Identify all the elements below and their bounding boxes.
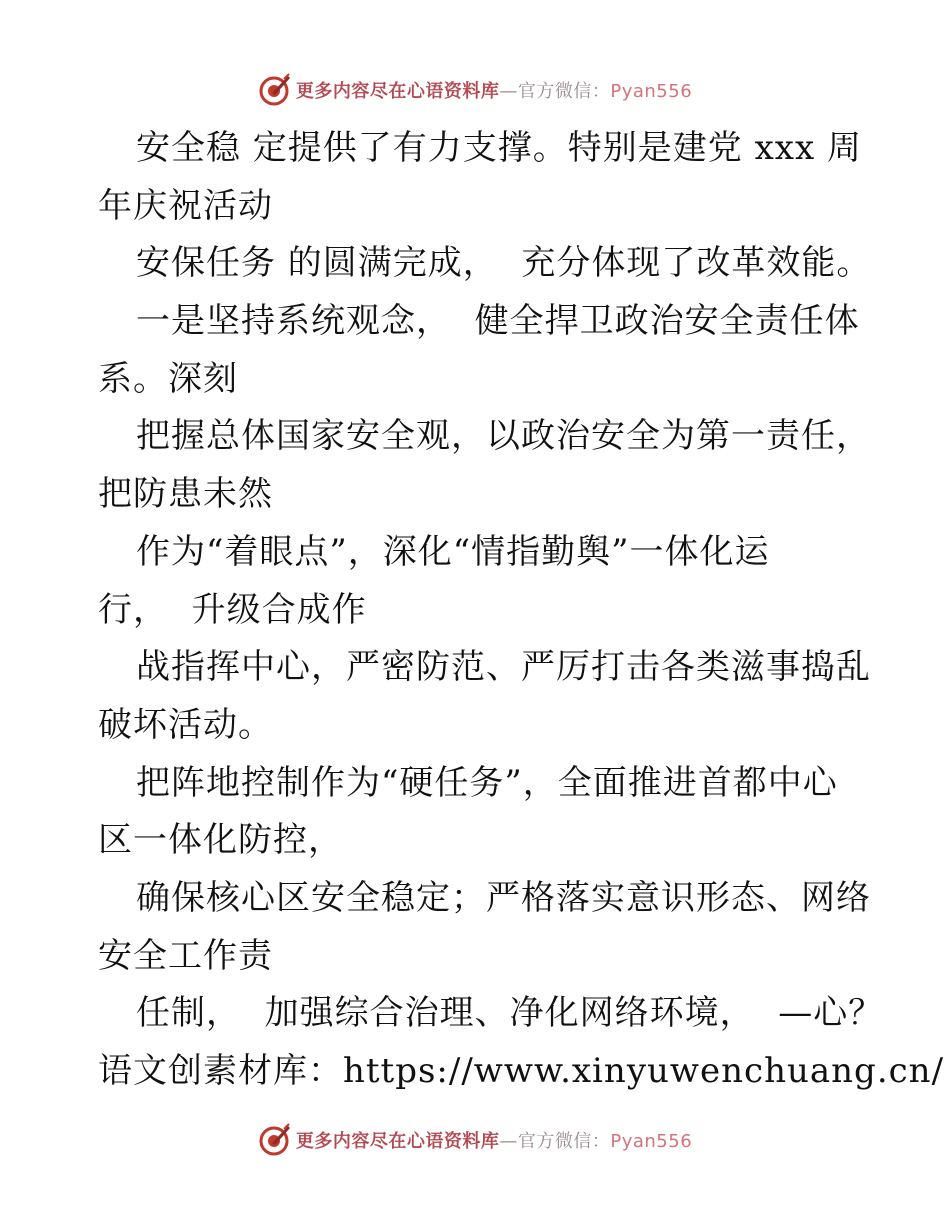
- body-line: 区一体化防控，: [98, 820, 343, 861]
- footer-watermark-text: 更多内容尽在心语资料库—官方微信：Pyan556: [295, 1131, 693, 1152]
- header-watermark-banner: [0, 70, 950, 110]
- body-line: 战指挥中心，严密防范、严厉打击各类滋事捣乱: [136, 647, 871, 688]
- body-line: 安全工作责: [98, 935, 273, 976]
- body-line-url: 语文创素材库：https://www.xinyuwenchuang.cn/: [98, 1051, 945, 1091]
- header-watermark-text: 更多内容尽在心语资料库—官方微信：Pyan556: [295, 81, 693, 102]
- body-line: 一是坚持系统观念， 健全捍卫政治安全责任体: [136, 301, 860, 342]
- body-line: 系。深刻: [98, 358, 238, 399]
- body-line: 把阵地控制作为“硬任务”，全面推进首都中心: [136, 762, 838, 803]
- body-line: 安保任务 的圆满完成， 充分体现了改革效能。: [136, 243, 872, 284]
- quill-logo-icon: [258, 73, 292, 107]
- body-line: 把防患未然: [98, 474, 273, 515]
- body-line: 行， 升级合成作: [98, 589, 367, 630]
- body-line: 年庆祝活动: [98, 185, 273, 226]
- body-line: 把握总体国家安全观，以政治安全为第一责任，: [136, 416, 871, 457]
- body-line: 确保核心区安全稳定；严格落实意识形态、网络: [136, 877, 871, 918]
- body-line: 任制， 加强综合治理、净化网络环境， —心？: [136, 993, 884, 1034]
- body-line: 破坏活动。: [98, 704, 273, 745]
- document-body: [98, 120, 945, 1101]
- footer-watermark-banner: [0, 1120, 950, 1160]
- body-line: 作为“着眼点”，深化“情指勤舆”一体化运: [136, 531, 770, 572]
- quill-logo-icon: [258, 1123, 292, 1157]
- body-line: 安全稳 定提供了有力支撑。特别是建党 xxx 周: [136, 128, 862, 168]
